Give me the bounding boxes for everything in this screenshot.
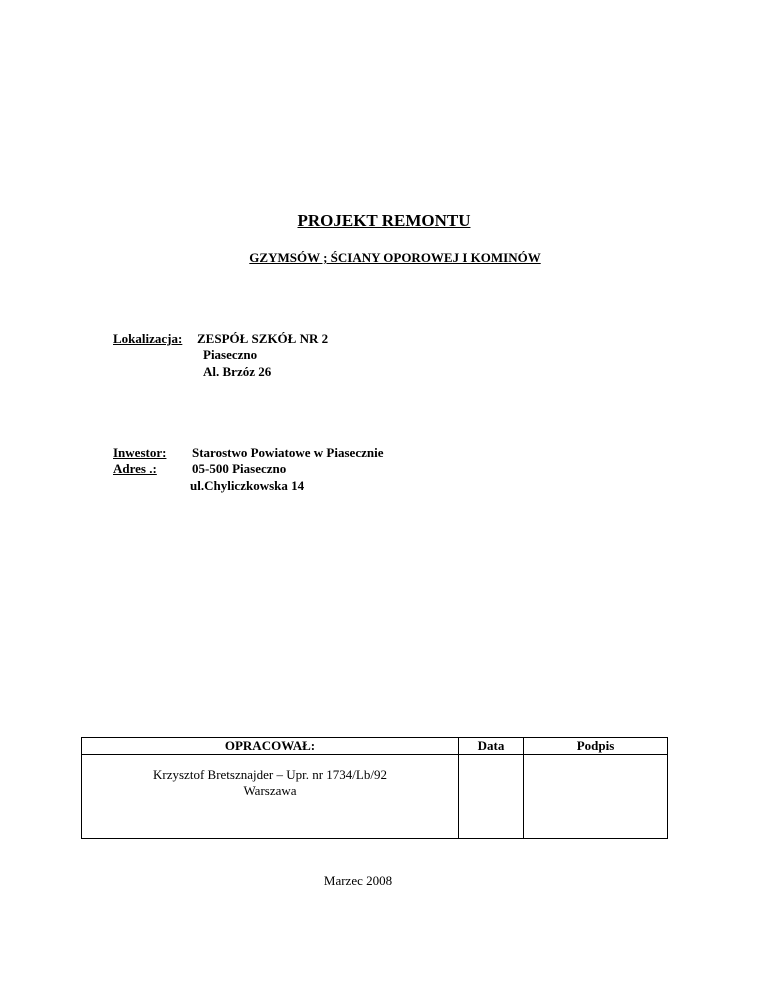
investor-postal: 05-500 Piaseczno (192, 461, 287, 476)
address-label: Adres .: (113, 461, 157, 476)
signature-table (81, 737, 668, 839)
location-city: Piaseczno (203, 347, 258, 362)
investor-label: Inwestor: (113, 445, 167, 460)
footer-date: Marzec 2008 (323, 873, 393, 888)
document-subtitle: GZYMSÓW ; ŚCIANY OPOROWEJ I KOMINÓW (249, 250, 541, 265)
location-label: Lokalizacja: (113, 331, 183, 346)
author-cell (82, 755, 459, 839)
signature-header: Podpis (524, 738, 668, 755)
investor-street: ul.Chyliczkowska 14 (190, 478, 305, 493)
signature-cell (524, 755, 668, 839)
date-cell (459, 755, 524, 839)
author-name: Krzysztof Bretsznajder – Upr. nr 1734/Lb/92 (153, 767, 387, 782)
author-city: Warszawa (243, 783, 297, 798)
location-street: Al. Brzóz 26 (203, 364, 272, 379)
document-title: PROJEKT REMONTU (297, 211, 471, 230)
date-header: Data (459, 738, 524, 755)
signature-table-body-row (82, 755, 668, 839)
prepared-by-header: OPRACOWAŁ: (82, 738, 459, 755)
signature-table-header-row (82, 738, 668, 755)
investor-name: Starostwo Powiatowe w Piasecznie (192, 445, 384, 460)
location-name: ZESPÓŁ SZKÓŁ NR 2 (197, 331, 329, 346)
